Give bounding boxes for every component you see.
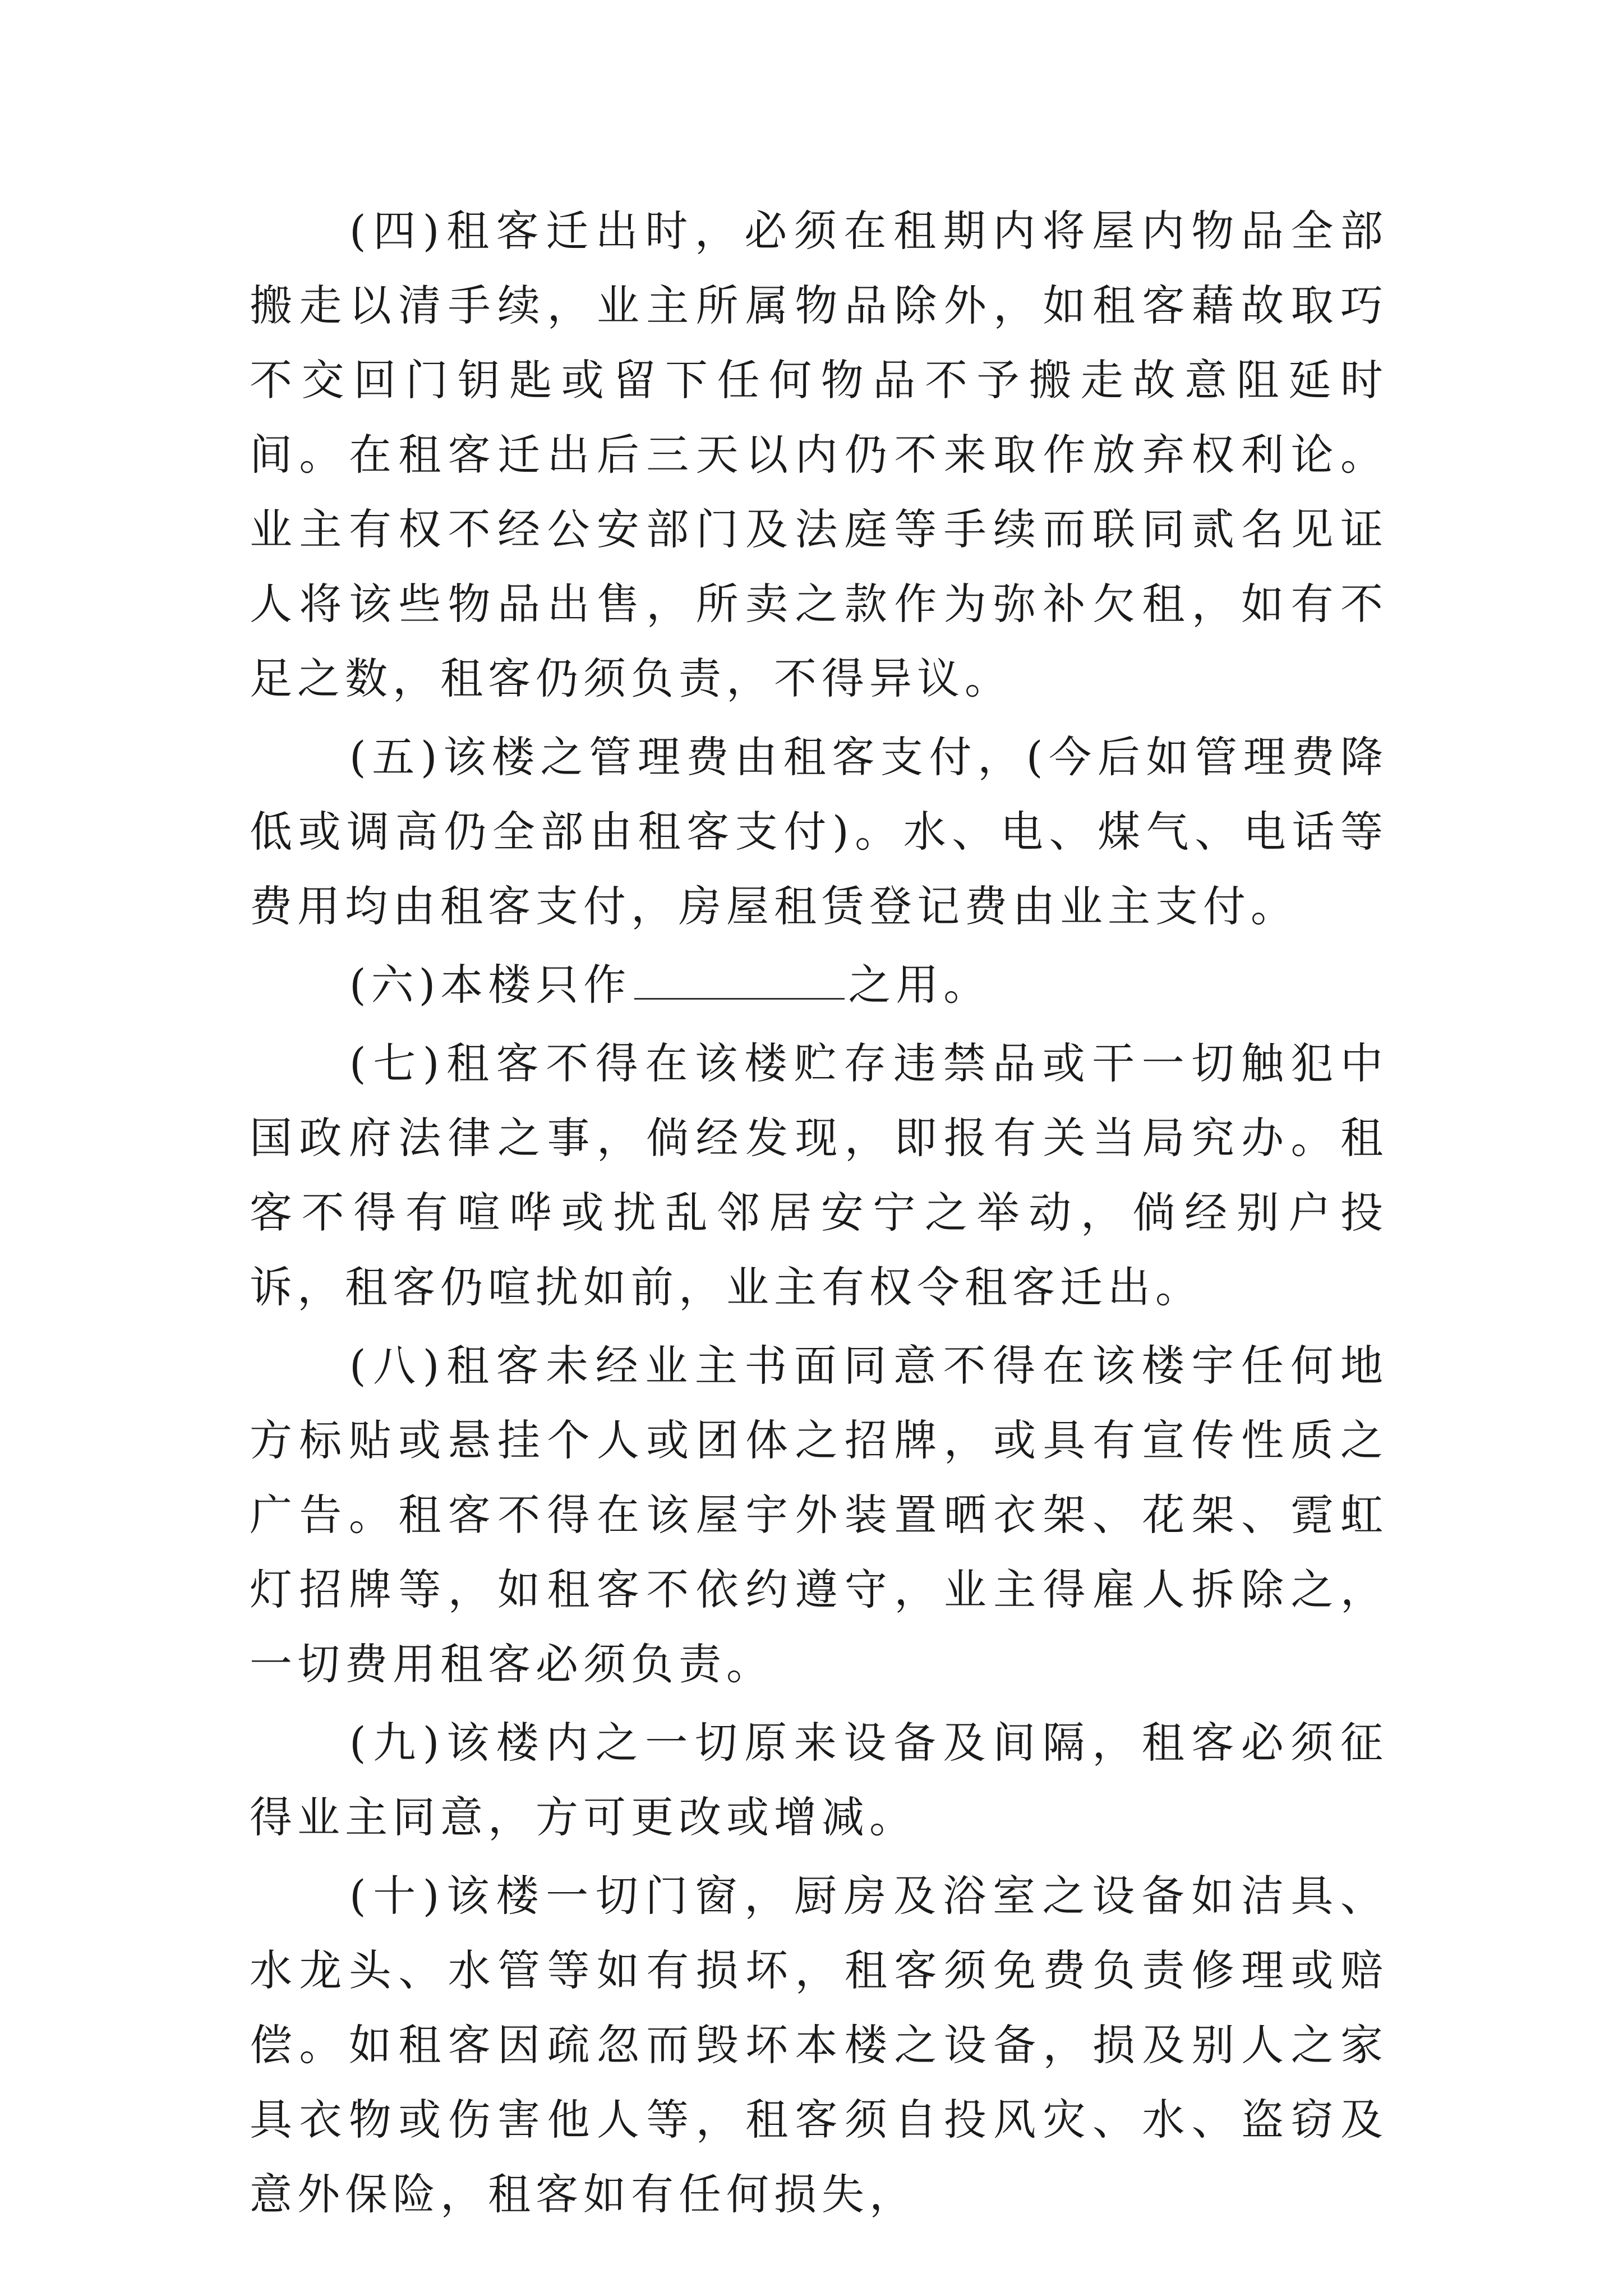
clause-6-text-after: 之用。: [848, 960, 992, 1010]
clause-6: [250, 947, 1388, 1022]
fill-in-blank-line: [634, 964, 845, 1000]
clause-4: (四)租客迁出时，必须在租期内将屋内物品全部搬走以清手续，业主所属物品除外，如租客藉故取巧不交回门钥匙或留下任何物品不予搬走故意阻延时间。在租客迁出后三天以内仍不来取作放弃权利论。业主有权不经公安部门及法庭等手续而联同贰名见证人将该些物品出售，所卖之款作为弥补欠租，如有不足之数，租客仍须负责，不得异议。: [250, 206, 1388, 703]
document-body: [250, 194, 1388, 2235]
clause-6-text-before: (六)本楼只作: [349, 960, 631, 1010]
clause-5: (五)该楼之管理费由租客支付，(今后如管理费降低或调高仍全部由租客支付)。水、电、煤气、电话等费用均由租客支付，房屋租赁登记费由业主支付。: [250, 732, 1388, 931]
clause-7: (七)租客不得在该楼贮存违禁品或干一切触犯中国政府法律之事，倘经发现，即报有关当局究办。租客不得有喧哗或扰乱邻居安宁之举动，倘经别户投诉，租客仍喧扰如前，业主有权令租客迁出。: [250, 1038, 1388, 1312]
clause-8: (八)租客未经业主书面同意不得在该楼宇任何地方标贴或悬挂个人或团体之招牌，或具有宣传性质之广告。租客不得在该屋宇外装置晒衣架、花架、霓虹灯招牌等，如租客不依约遵守，业主得雇人拆除之，一切费用租客必须负责。: [250, 1341, 1388, 1689]
clause-10: (十)该楼一切门窗，厨房及浴室之设备如洁具、水龙头、水管等如有损坏，租客须免费负责修理或赔偿。如租客因疏忽而毁坏本楼之设备，损及别人之家具衣物或伤害他人等，租客须自投风灾、水、盗窃及意外保险，租客如有任何损失，: [250, 1871, 1388, 2219]
clause-9: (九)该楼内之一切原来设备及间隔，租客必须征得业主同意，方可更改或增减。: [250, 1718, 1388, 1842]
